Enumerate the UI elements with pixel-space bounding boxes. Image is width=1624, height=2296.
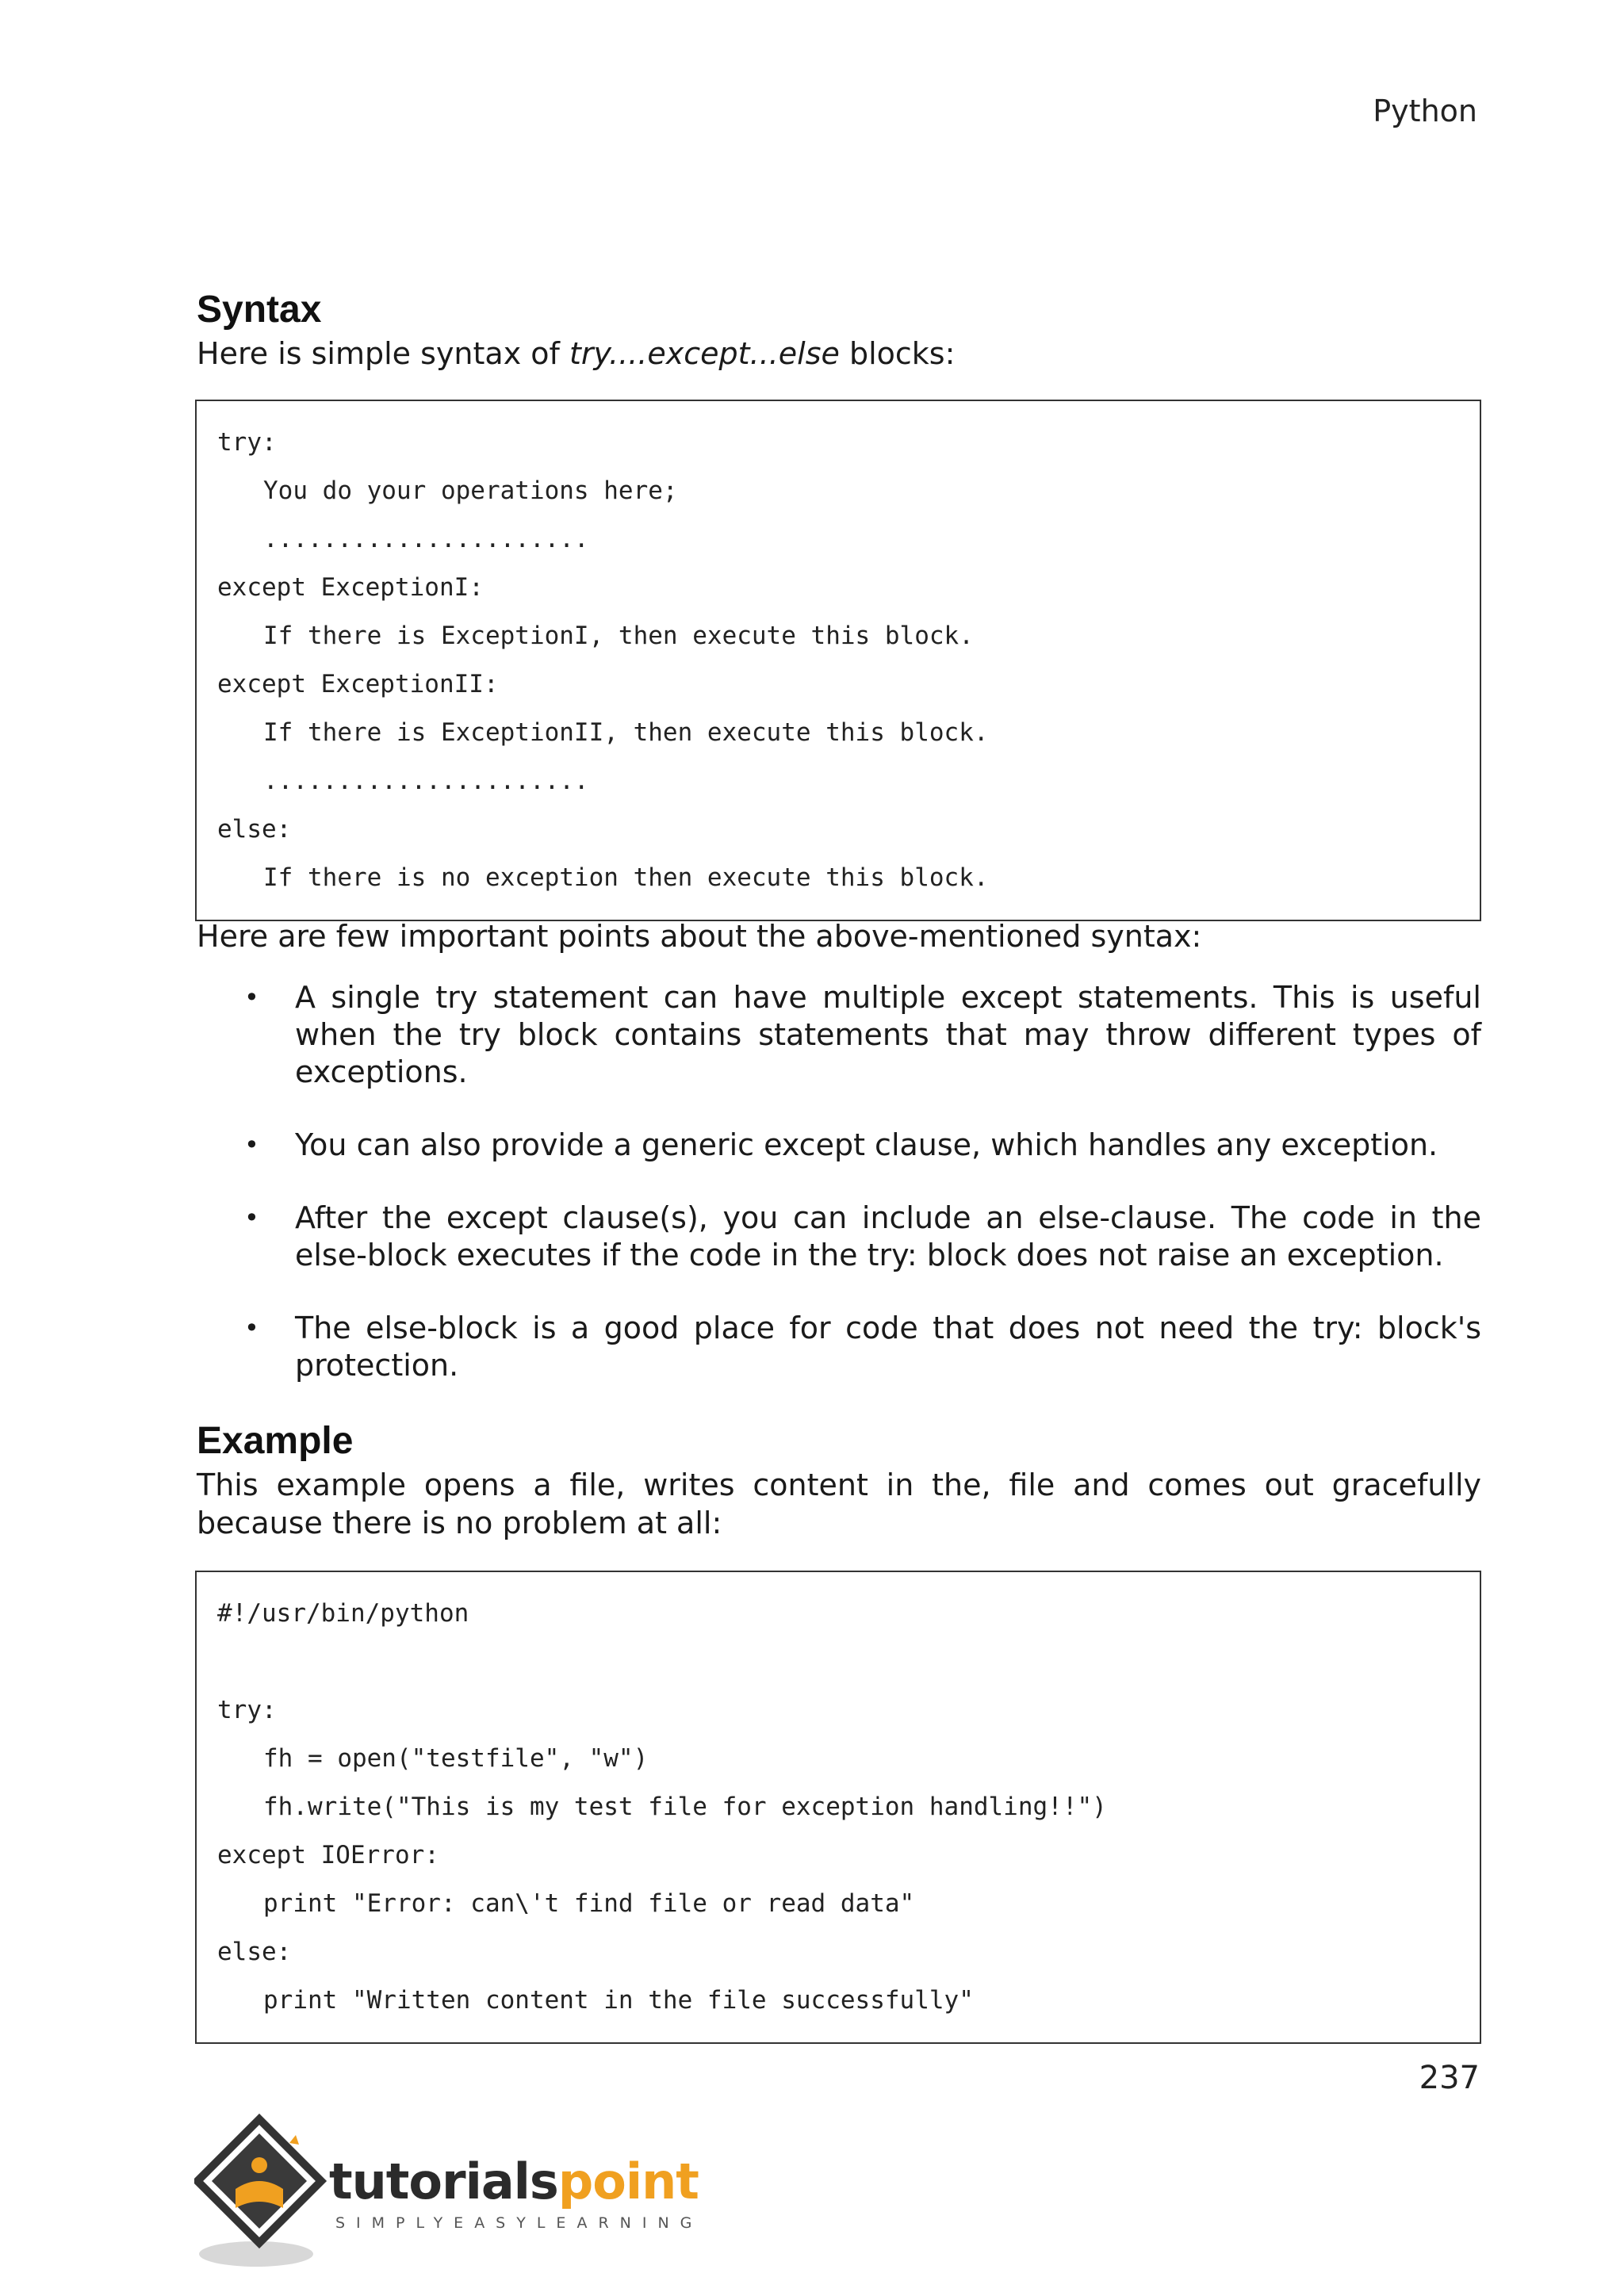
list-item-text: A single try statement can have multiple except statements. This is useful when the try block contains statements that may throw different types of exceptions. [295,980,1481,1089]
list-item-text: After the except clause(s), you can include an else-clause. The code in the else-block executes if the code in the try: block does not raise an exception. [295,1200,1481,1272]
syntax-intro-suffix: blocks: [839,335,956,371]
logo-wordmark [329,2152,699,2210]
code-line: fh.write("This is my test file for exception handling!!") [263,1793,1107,1821]
list-item [197,1310,1481,1384]
syntax-intro-prefix: Here is simple syntax of [197,335,569,371]
code-line: ...................... [263,525,589,553]
list-item-text: You can also provide a generic except clause, which handles any exception. [295,1127,1438,1162]
logo-diamond-icon [194,2113,329,2271]
code-line: print "Written content in the file successfully" [263,1986,974,2015]
example-code-block [195,1571,1481,2044]
tutorialspoint-logo [194,2113,703,2271]
example-intro: This example opens a file, writes content in the, file and comes out gracefully because there is no problem at all: [197,1467,1481,1540]
code-line: else: [217,1938,292,1966]
points-intro: Here are few important points about the above-mentioned syntax: [197,919,1202,954]
code-line: print "Error: can\'t find file or read data" [263,1889,915,1918]
code-line: You do your operations here; [263,476,678,505]
code-line: try: [217,1696,277,1724]
list-item [197,1127,1481,1164]
code-line: else: [217,815,292,844]
bullet-icon: • [244,1130,259,1160]
syntax-intro [197,335,1481,373]
list-item [197,1200,1481,1274]
bullet-icon: • [244,1203,259,1233]
logo-word-tutorials: tutorials [329,2152,558,2210]
code-line: If there is ExceptionII, then execute this block. [263,718,989,747]
bullet-icon: • [244,1313,259,1343]
code-line: #!/usr/bin/python [217,1599,469,1628]
code-line: except IOError: [217,1841,439,1869]
list-item [197,979,1481,1091]
code-line: ...................... [263,767,589,795]
code-line: try: [217,428,277,457]
syntax-section [197,287,1481,373]
bullet-icon: • [244,982,259,1012]
running-header: Python [1373,94,1477,128]
example-heading: Example [197,1420,354,1462]
example-section [197,1418,1481,1542]
syntax-intro-italic: try....except...else [569,335,840,371]
logo-word-point: point [557,2152,699,2210]
logo-tagline: SIMPLYEASYLEARNING [335,2214,703,2232]
points-section [197,917,1481,1420]
code-line: fh = open("testfile", "w") [263,1744,649,1773]
code-line: except ExceptionII: [217,670,499,698]
page-number: 237 [1419,2060,1480,2096]
code-line: except ExceptionI: [217,573,484,602]
syntax-code-block [195,400,1481,921]
syntax-heading: Syntax [197,289,322,331]
code-line: If there is ExceptionI, then execute this block. [263,622,974,650]
code-line [217,1638,1459,1686]
code-line: If there is no exception then execute this block. [263,863,989,892]
list-item-text: The else-block is a good place for code that does not need the try: block's protection. [295,1311,1481,1383]
points-list [197,979,1481,1384]
